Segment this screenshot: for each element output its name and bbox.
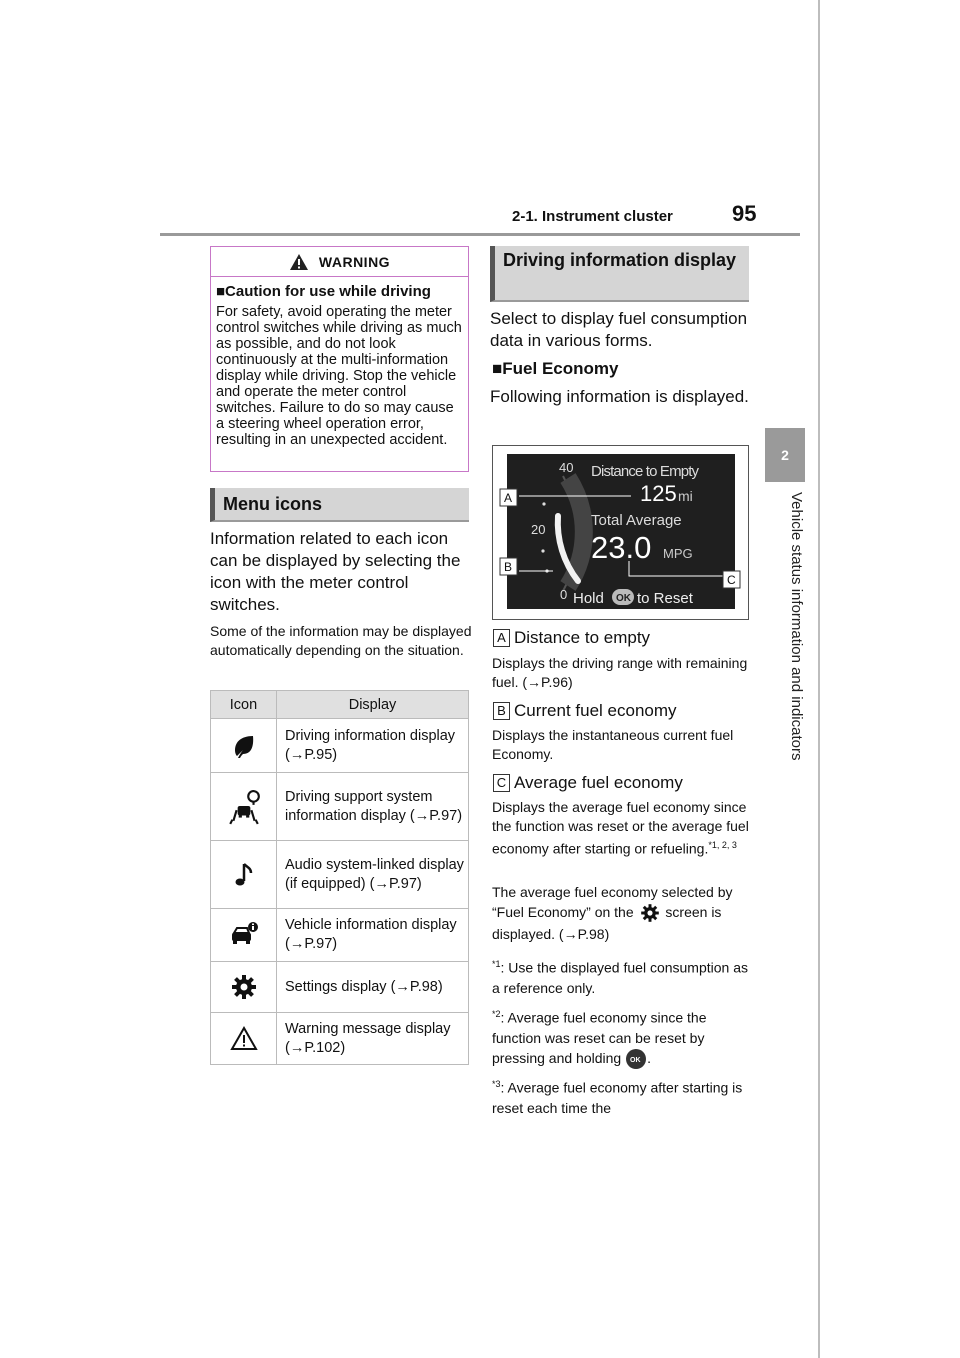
item-a-title: Distance to empty	[514, 628, 651, 647]
item-a-desc: Displays the driving range with remaining fuel. (→P.96)	[492, 655, 748, 690]
table-cell-display: Audio system-linked display (if equipped) (→P.97)	[277, 841, 469, 909]
col-header-display: Display	[277, 691, 469, 719]
item-b-desc: Displays the instantaneous current fuel Economy.	[492, 727, 734, 762]
warning-title: WARNING	[318, 253, 391, 270]
chapter-title-vertical: Vehicle status information and indicators	[788, 492, 805, 761]
table-row	[211, 773, 469, 841]
menu-icons-note: Some of the information may be displayed automatically depending on the situation.	[210, 623, 472, 658]
warning-header	[211, 247, 468, 277]
table-header-row	[211, 691, 469, 719]
callout-a: A	[504, 491, 513, 505]
chapter-number-tab: 2	[765, 428, 805, 482]
warning-box	[210, 246, 469, 472]
gauge-scale-40: 40	[559, 460, 574, 475]
menu-icons-table	[210, 690, 469, 1065]
item-c-letter: C	[493, 774, 510, 792]
footnote-3: $^{*3}$: Average fuel economy after starting is reset each time the	[492, 1079, 743, 1116]
item-c-label	[493, 773, 683, 793]
table-row	[211, 909, 469, 962]
fuel-economy-subheading: ■Fuel Economy	[492, 359, 619, 378]
ok-button-label: OK	[630, 1056, 641, 1064]
dte-value: 125	[640, 481, 677, 506]
callout-b: B	[504, 560, 513, 574]
item-a-letter: A	[493, 629, 510, 647]
footnote-1: $^{*1}$: Use the displayed fuel consumption as a reference only.	[492, 959, 748, 996]
item-c-title: Average fuel economy	[514, 773, 683, 792]
page-number: 95	[732, 201, 757, 226]
meter-screenshot	[493, 446, 748, 619]
table-cell-display: Warning message display (→P.102)	[277, 1013, 469, 1065]
table-cell-display: Driving support system information display (→P.97)	[277, 773, 469, 841]
gauge-scale-0: 0	[560, 587, 568, 602]
reset-text: to Reset	[637, 590, 693, 607]
fuel-economy-lead: Following information is displayed.	[490, 387, 749, 406]
table-row	[211, 841, 469, 909]
side-rule	[818, 0, 820, 1358]
leaf-icon	[229, 731, 259, 761]
warning-body: For safety, avoid operating the meter control switches while driving as much as possible, and do not look continuously at the multi-information display while driving. Stop the vehicle and operate the meter control switches. Failure to do so may cause a steering wheel operation error, resulting in an unexpected accident.	[216, 304, 462, 448]
music-note-icon	[229, 860, 259, 890]
selected-text: The average fuel economy selected by “Fuel Economy” on the screen is displayed. (→P.98)	[492, 884, 733, 943]
warning-triangle-icon	[229, 1024, 259, 1054]
item-b-label	[493, 701, 677, 721]
table-row	[211, 1013, 469, 1065]
item-b-letter: B	[493, 702, 510, 720]
avg-value: 23.0	[591, 530, 652, 565]
table-cell-display: Vehicle information display (→P.97)	[277, 909, 469, 962]
fuel-economy-figure	[492, 445, 749, 620]
gear-icon	[638, 902, 662, 924]
warning-triangle-icon	[289, 253, 309, 271]
driving-info-intro: Select to display fuel consumption data in various forms.	[490, 309, 748, 350]
item-b-title: Current fuel economy	[514, 701, 677, 720]
col-header-icon: Icon	[211, 691, 277, 719]
menu-icons-intro: Information related to each icon can be displayed by selecting the icon with the meter control switches.	[210, 529, 461, 614]
gauge-scale-20: 20	[531, 522, 546, 537]
gear-icon	[229, 972, 259, 1002]
warning-subtitle: ■Caution for use while driving	[216, 283, 431, 300]
table-cell-display: Driving information display (→P.95)	[277, 719, 469, 773]
item-c-footnote-ref: *1, 2, 3	[708, 840, 737, 850]
item-a-label	[493, 628, 650, 648]
dte-label: Distance to Empty	[591, 463, 699, 480]
hold-text: Hold	[573, 590, 604, 607]
avg-unit: MPG	[663, 546, 693, 561]
header-rule	[160, 233, 800, 236]
table-row	[211, 962, 469, 1013]
item-c-desc: Displays the average fuel economy since the function was reset or the average fuel economy after starting or refueling.$^{*1, 2, 3}$	[492, 799, 749, 857]
footnote-2: $^{*2}$: Average fuel economy since the function was reset can be reset by pressing and holding OK .	[492, 1004, 752, 1070]
menu-icons-heading: Menu icons	[210, 488, 469, 522]
ok-badge-text: OK	[616, 593, 631, 604]
callout-c: C	[727, 573, 736, 587]
driving-support-icon	[226, 789, 262, 825]
section-title: 2-1. Instrument cluster	[512, 208, 673, 225]
dte-unit: mi	[678, 488, 693, 504]
driving-info-heading: Driving information display	[490, 246, 749, 302]
table-row	[211, 719, 469, 773]
avg-label: Total Average	[591, 512, 682, 529]
ok-button-icon	[625, 1048, 647, 1070]
vehicle-info-icon	[228, 920, 260, 950]
table-cell-display: Settings display (→P.98)	[277, 962, 469, 1013]
